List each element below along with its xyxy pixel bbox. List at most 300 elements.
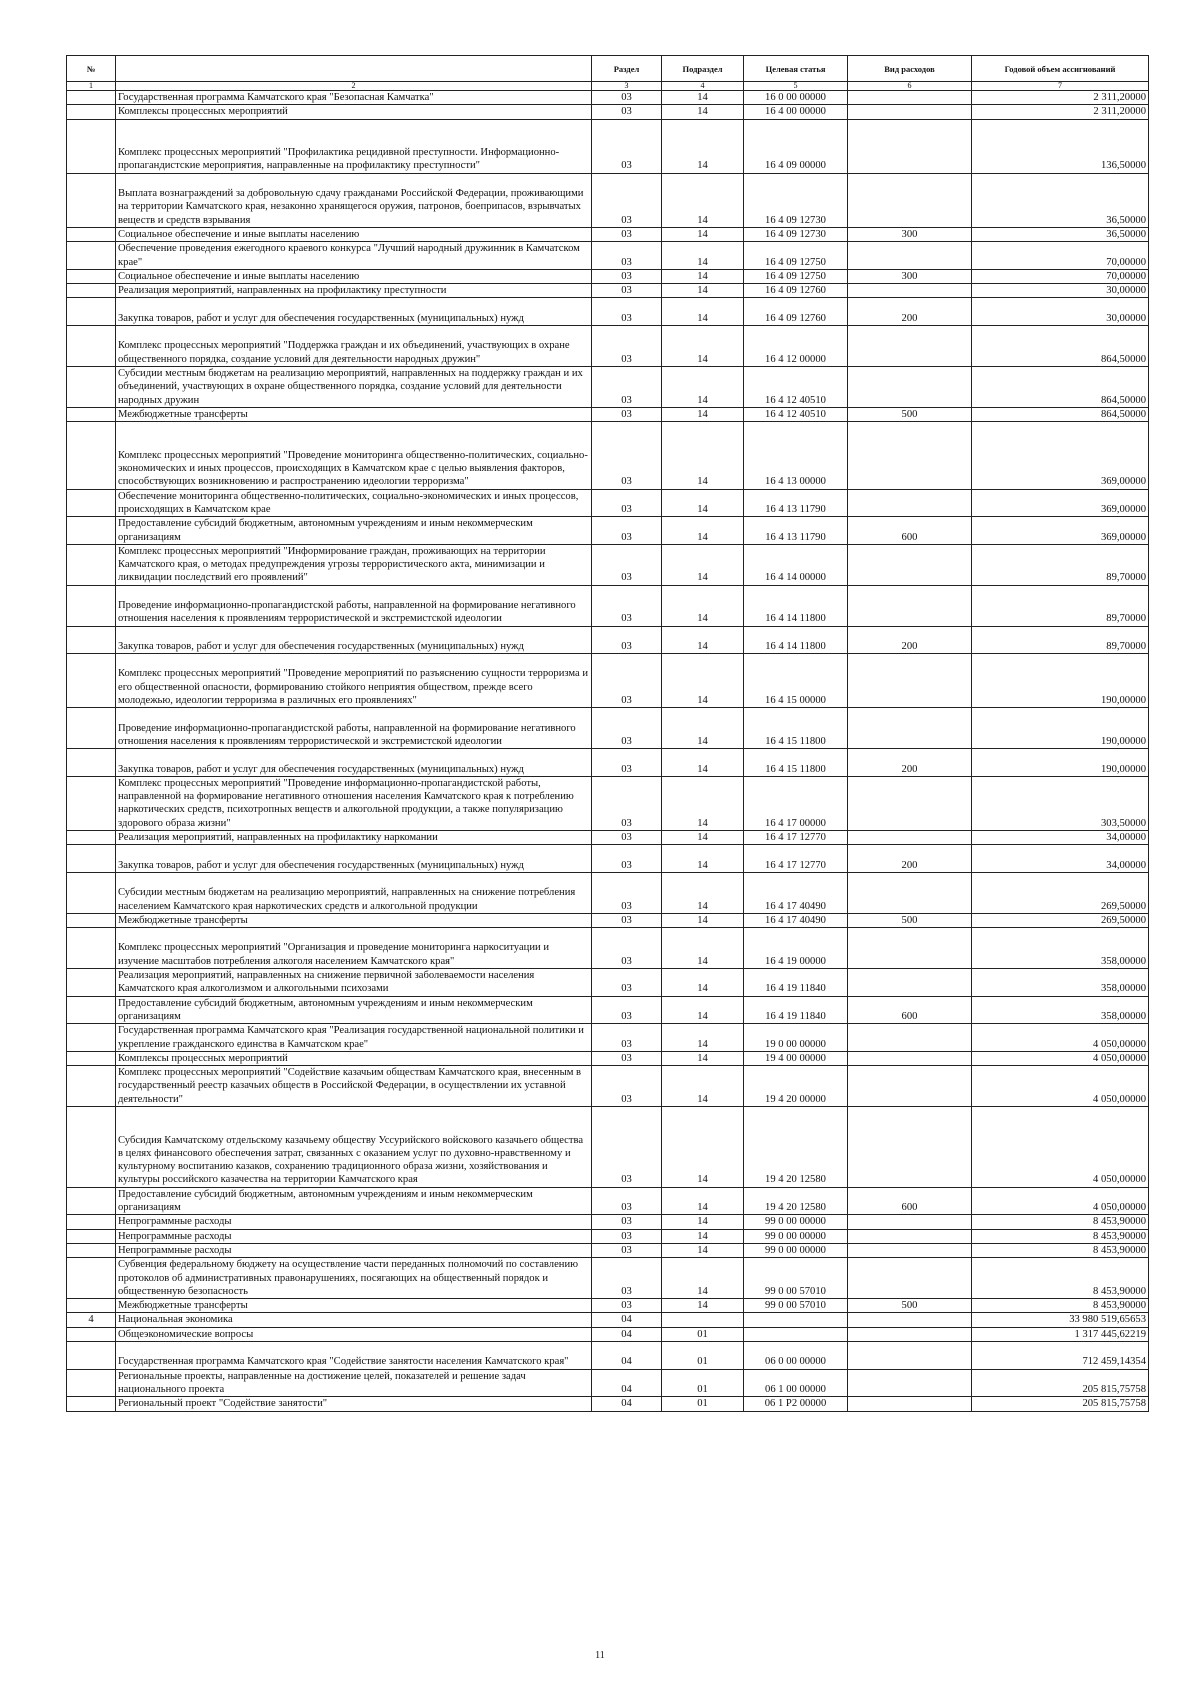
row-number-cell bbox=[67, 1327, 116, 1341]
row-subsection-cell: 14 bbox=[662, 298, 744, 326]
row-target-cell: 16 4 19 00000 bbox=[744, 928, 848, 969]
row-number-cell bbox=[67, 544, 116, 585]
row-name-cell: Комплексы процессных мероприятий bbox=[116, 1051, 592, 1065]
row-section-cell: 04 bbox=[592, 1397, 662, 1411]
row-kind-cell bbox=[848, 708, 972, 749]
row-name-cell: Предоставление субсидий бюджетным, автономным учреждениям и иным некоммерческим организациям bbox=[116, 517, 592, 545]
row-number-cell bbox=[67, 1229, 116, 1243]
col-number-6: 6 bbox=[848, 82, 972, 91]
col-header-subsection: Подраздел bbox=[662, 56, 744, 82]
table-row bbox=[67, 1243, 1149, 1257]
row-kind-cell bbox=[848, 422, 972, 490]
row-target-cell: 06 1 P2 00000 bbox=[744, 1397, 848, 1411]
row-name-cell: Социальное обеспечение и иные выплаты населению bbox=[116, 269, 592, 283]
row-section-cell: 03 bbox=[592, 1258, 662, 1299]
row-name-cell: Субсидии местным бюджетам на реализацию мероприятий, направленных на снижение потребления населением Камчатского края наркотических средств и алкогольной продукции bbox=[116, 872, 592, 913]
col-header-section: Раздел bbox=[592, 56, 662, 82]
row-target-cell: 16 4 13 00000 bbox=[744, 422, 848, 490]
row-section-cell: 03 bbox=[592, 366, 662, 407]
row-name-cell: Комплекс процессных мероприятий "Профилактика рецидивной преступности. Информационно-пропагандистские мероприятия, направленные на профилактику преступности" bbox=[116, 119, 592, 173]
row-kind-cell bbox=[848, 1243, 972, 1257]
row-amount-cell: 136,50000 bbox=[972, 119, 1149, 173]
row-kind-cell: 500 bbox=[848, 1299, 972, 1313]
row-section-cell: 03 bbox=[592, 913, 662, 927]
col-number-1: 1 bbox=[67, 82, 116, 91]
row-name-cell: Региональный проект "Содействие занятости" bbox=[116, 1397, 592, 1411]
table-row bbox=[67, 326, 1149, 367]
row-amount-cell: 864,50000 bbox=[972, 366, 1149, 407]
row-name-cell: Комплекс процессных мероприятий "Поддержка граждан и их объединений, участвующих в охране общественного порядка, создание условий для деятельности народных дружин" bbox=[116, 326, 592, 367]
row-kind-cell bbox=[848, 326, 972, 367]
row-name-cell: Межбюджетные трансферты bbox=[116, 1299, 592, 1313]
row-section-cell: 03 bbox=[592, 1106, 662, 1187]
row-number-cell bbox=[67, 366, 116, 407]
row-name-cell: Комплекс процессных мероприятий "Проведение информационно-пропагандистской работы, направленной на формирование негативного отношения населения Камчатского края к потреблению наркотических средств, психотропных веществ и алкогольной продукции, а также популяризацию здорового образа жизни" bbox=[116, 776, 592, 830]
row-section-cell: 03 bbox=[592, 227, 662, 241]
row-amount-cell: 864,50000 bbox=[972, 407, 1149, 421]
row-name-cell: Предоставление субсидий бюджетным, автономным учреждениям и иным некоммерческим организациям bbox=[116, 996, 592, 1024]
row-kind-cell bbox=[848, 872, 972, 913]
table-row bbox=[67, 284, 1149, 298]
row-section-cell: 03 bbox=[592, 776, 662, 830]
row-target-cell: 16 4 12 00000 bbox=[744, 326, 848, 367]
row-section-cell: 03 bbox=[592, 1229, 662, 1243]
row-target-cell: 16 4 00 00000 bbox=[744, 105, 848, 119]
row-subsection-cell: 14 bbox=[662, 1215, 744, 1229]
row-number-cell bbox=[67, 269, 116, 283]
table-row bbox=[67, 227, 1149, 241]
row-target-cell: 16 4 12 40510 bbox=[744, 407, 848, 421]
row-section-cell: 03 bbox=[592, 173, 662, 227]
row-number-cell bbox=[67, 1243, 116, 1257]
table-row bbox=[67, 1229, 1149, 1243]
row-kind-cell bbox=[848, 119, 972, 173]
row-number-cell bbox=[67, 1187, 116, 1215]
row-kind-cell bbox=[848, 654, 972, 708]
row-kind-cell: 200 bbox=[848, 749, 972, 777]
row-subsection-cell: 14 bbox=[662, 119, 744, 173]
row-kind-cell: 200 bbox=[848, 626, 972, 654]
row-kind-cell bbox=[848, 284, 972, 298]
row-number-cell bbox=[67, 489, 116, 517]
row-target-cell bbox=[744, 1327, 848, 1341]
row-subsection-cell: 14 bbox=[662, 1229, 744, 1243]
row-name-cell: Комплексы процессных мероприятий bbox=[116, 105, 592, 119]
row-section-cell: 03 bbox=[592, 626, 662, 654]
row-target-cell: 06 0 00 00000 bbox=[744, 1342, 848, 1370]
row-target-cell: 16 4 13 11790 bbox=[744, 517, 848, 545]
row-amount-cell: 4 050,00000 bbox=[972, 1187, 1149, 1215]
row-amount-cell: 4 050,00000 bbox=[972, 1051, 1149, 1065]
row-kind-cell: 600 bbox=[848, 996, 972, 1024]
row-name-cell: Субсидии местным бюджетам на реализацию мероприятий, направленных на поддержку граждан и их объединений, участвующих в охране общественного порядка, создание условий для деятельности народных дружин bbox=[116, 366, 592, 407]
row-name-cell: Комплекс процессных мероприятий "Проведение мероприятий по разъяснению сущности терроризма и его общественной опасности, формированию стойкого неприятия обществом, прежде всего молодежью, идеологии терроризма в различных его проявлениях" bbox=[116, 654, 592, 708]
row-section-cell: 04 bbox=[592, 1369, 662, 1397]
row-target-cell: 16 4 09 12730 bbox=[744, 227, 848, 241]
row-section-cell: 03 bbox=[592, 422, 662, 490]
table-row bbox=[67, 872, 1149, 913]
row-section-cell: 03 bbox=[592, 1051, 662, 1065]
row-name-cell: Проведение информационно-пропагандистской работы, направленной на формирование негативного отношения населения к проявлениям террористической и экстремистской идеологии bbox=[116, 585, 592, 626]
row-amount-cell: 205 815,75758 bbox=[972, 1397, 1149, 1411]
row-name-cell: Комплекс процессных мероприятий "Проведение мониторинга общественно-политических, социально-экономических и иных процессов, происходящих в Камчатском крае с целью выявления факторов, способствующих возникновению и распространению идеологии терроризма" bbox=[116, 422, 592, 490]
row-amount-cell: 4 050,00000 bbox=[972, 1024, 1149, 1052]
row-number-cell bbox=[67, 173, 116, 227]
row-target-cell: 06 1 00 00000 bbox=[744, 1369, 848, 1397]
row-number-cell bbox=[67, 105, 116, 119]
row-number-cell bbox=[67, 1066, 116, 1107]
col-header-amount: Годовой объем ассигнований bbox=[972, 56, 1149, 82]
table-row bbox=[67, 119, 1149, 173]
row-number-cell bbox=[67, 585, 116, 626]
row-kind-cell bbox=[848, 173, 972, 227]
page-number: 11 bbox=[595, 1650, 605, 1661]
row-number-cell bbox=[67, 776, 116, 830]
row-number-cell bbox=[67, 119, 116, 173]
row-subsection-cell: 14 bbox=[662, 585, 744, 626]
row-subsection-cell: 14 bbox=[662, 422, 744, 490]
row-name-cell: Обеспечение мониторинга общественно-политических, социально-экономических и иных процессов, происходящих в Камчатском крае bbox=[116, 489, 592, 517]
row-amount-cell: 190,00000 bbox=[972, 654, 1149, 708]
row-target-cell: 16 4 15 11800 bbox=[744, 749, 848, 777]
row-kind-cell bbox=[848, 1051, 972, 1065]
row-kind-cell: 600 bbox=[848, 517, 972, 545]
col-number-2: 2 bbox=[116, 82, 592, 91]
row-target-cell: 16 4 15 00000 bbox=[744, 654, 848, 708]
row-kind-cell bbox=[848, 969, 972, 997]
row-target-cell: 99 0 00 00000 bbox=[744, 1229, 848, 1243]
row-section-cell: 03 bbox=[592, 1215, 662, 1229]
table-row bbox=[67, 298, 1149, 326]
row-section-cell: 03 bbox=[592, 831, 662, 845]
row-name-cell: Обеспечение проведения ежегодного краевого конкурса "Лучший народный дружинник в Камчатском крае" bbox=[116, 242, 592, 270]
row-section-cell: 03 bbox=[592, 749, 662, 777]
header-row bbox=[67, 56, 1149, 82]
row-number-cell bbox=[67, 1369, 116, 1397]
row-subsection-cell: 14 bbox=[662, 407, 744, 421]
row-amount-cell: 70,00000 bbox=[972, 269, 1149, 283]
row-name-cell: Межбюджетные трансферты bbox=[116, 913, 592, 927]
row-amount-cell: 190,00000 bbox=[972, 749, 1149, 777]
row-amount-cell: 712 459,14354 bbox=[972, 1342, 1149, 1370]
row-number-cell bbox=[67, 517, 116, 545]
row-kind-cell bbox=[848, 1106, 972, 1187]
row-number-cell bbox=[67, 749, 116, 777]
table-row bbox=[67, 366, 1149, 407]
row-amount-cell: 34,00000 bbox=[972, 831, 1149, 845]
row-name-cell: Региональные проекты, направленные на достижение целей, показателей и решение задач национального проекта bbox=[116, 1369, 592, 1397]
row-name-cell: Субвенция федеральному бюджету на осуществление части переданных полномочий по составлению протоколов об административных правонарушениях, посягающих на общественный порядок и общественную безопасность bbox=[116, 1258, 592, 1299]
table-row bbox=[67, 996, 1149, 1024]
col-number-3: 3 bbox=[592, 82, 662, 91]
row-target-cell: 16 4 12 40510 bbox=[744, 366, 848, 407]
row-section-cell: 04 bbox=[592, 1327, 662, 1341]
table-row bbox=[67, 1215, 1149, 1229]
row-subsection-cell: 14 bbox=[662, 284, 744, 298]
row-target-cell: 16 4 17 40490 bbox=[744, 872, 848, 913]
row-number-cell bbox=[67, 298, 116, 326]
table-row bbox=[67, 831, 1149, 845]
row-kind-cell bbox=[848, 1369, 972, 1397]
table-row bbox=[67, 1327, 1149, 1341]
table-row bbox=[67, 91, 1149, 105]
row-section-cell: 03 bbox=[592, 1299, 662, 1313]
row-target-cell: 16 4 09 12750 bbox=[744, 269, 848, 283]
table-row bbox=[67, 1187, 1149, 1215]
row-subsection-cell: 14 bbox=[662, 1243, 744, 1257]
row-amount-cell: 30,00000 bbox=[972, 298, 1149, 326]
row-name-cell: Закупка товаров, работ и услуг для обеспечения государственных (муниципальных) нужд bbox=[116, 626, 592, 654]
row-name-cell: Субсидия Камчатскому отдельскому казачьему обществу Уссурийского войскового казачьего общества в целях финансового обеспечения затрат, связанных с оказанием услуг по духовно-нравственному и культурному воспитанию казаков, сохранению традиционного образа жизни, хозяйствования и культуры российского казачества на территории Камчатского края bbox=[116, 1106, 592, 1187]
row-section-cell: 03 bbox=[592, 1066, 662, 1107]
row-target-cell: 16 4 14 11800 bbox=[744, 626, 848, 654]
row-amount-cell: 8 453,90000 bbox=[972, 1243, 1149, 1257]
row-section-cell: 03 bbox=[592, 928, 662, 969]
row-amount-cell: 70,00000 bbox=[972, 242, 1149, 270]
row-name-cell: Непрограммные расходы bbox=[116, 1243, 592, 1257]
row-amount-cell: 34,00000 bbox=[972, 845, 1149, 873]
row-subsection-cell: 14 bbox=[662, 326, 744, 367]
row-subsection-cell: 14 bbox=[662, 227, 744, 241]
row-name-cell: Реализация мероприятий, направленных на профилактику преступности bbox=[116, 284, 592, 298]
row-target-cell: 99 0 00 00000 bbox=[744, 1243, 848, 1257]
row-kind-cell bbox=[848, 1342, 972, 1370]
row-number-cell bbox=[67, 1215, 116, 1229]
row-name-cell: Социальное обеспечение и иные выплаты населению bbox=[116, 227, 592, 241]
row-section-cell: 03 bbox=[592, 845, 662, 873]
row-amount-cell: 30,00000 bbox=[972, 284, 1149, 298]
table-row bbox=[67, 489, 1149, 517]
row-kind-cell bbox=[848, 776, 972, 830]
table-row bbox=[67, 1369, 1149, 1397]
table-row bbox=[67, 1258, 1149, 1299]
table-row bbox=[67, 776, 1149, 830]
row-subsection-cell: 14 bbox=[662, 1187, 744, 1215]
row-kind-cell: 200 bbox=[848, 298, 972, 326]
row-number-cell bbox=[67, 242, 116, 270]
row-target-cell: 99 0 00 57010 bbox=[744, 1258, 848, 1299]
table-row bbox=[67, 654, 1149, 708]
row-amount-cell: 89,70000 bbox=[972, 585, 1149, 626]
row-subsection-cell: 14 bbox=[662, 654, 744, 708]
row-section-cell: 03 bbox=[592, 91, 662, 105]
table-row bbox=[67, 1106, 1149, 1187]
col-header-kind: Вид расходов bbox=[848, 56, 972, 82]
row-name-cell: Комплекс процессных мероприятий "Организация и проведение мониторинга наркоситуации и изучение масштабов потребления алкоголя населением Камчатского края" bbox=[116, 928, 592, 969]
row-kind-cell: 600 bbox=[848, 1187, 972, 1215]
row-kind-cell bbox=[848, 91, 972, 105]
row-target-cell bbox=[744, 1313, 848, 1327]
row-amount-cell: 369,00000 bbox=[972, 517, 1149, 545]
row-number-cell bbox=[67, 913, 116, 927]
row-subsection-cell: 14 bbox=[662, 845, 744, 873]
table-row bbox=[67, 708, 1149, 749]
table-row bbox=[67, 1051, 1149, 1065]
row-number-cell bbox=[67, 708, 116, 749]
row-number-cell bbox=[67, 831, 116, 845]
row-amount-cell: 269,50000 bbox=[972, 913, 1149, 927]
table-row bbox=[67, 105, 1149, 119]
row-subsection-cell: 14 bbox=[662, 969, 744, 997]
row-kind-cell bbox=[848, 1066, 972, 1107]
budget-table-page bbox=[66, 55, 1148, 1412]
row-number-cell bbox=[67, 1299, 116, 1313]
row-subsection-cell: 14 bbox=[662, 105, 744, 119]
row-amount-cell: 358,00000 bbox=[972, 969, 1149, 997]
row-amount-cell: 2 311,20000 bbox=[972, 91, 1149, 105]
row-target-cell: 16 4 09 12760 bbox=[744, 284, 848, 298]
row-target-cell: 19 4 20 12580 bbox=[744, 1187, 848, 1215]
row-name-cell: Предоставление субсидий бюджетным, автономным учреждениям и иным некоммерческим организациям bbox=[116, 1187, 592, 1215]
table-row bbox=[67, 1397, 1149, 1411]
col-header-number: № bbox=[67, 56, 116, 82]
row-kind-cell bbox=[848, 366, 972, 407]
row-number-cell bbox=[67, 227, 116, 241]
row-subsection-cell: 14 bbox=[662, 749, 744, 777]
row-target-cell: 19 4 00 00000 bbox=[744, 1051, 848, 1065]
table-row bbox=[67, 517, 1149, 545]
row-number-cell bbox=[67, 284, 116, 298]
row-kind-cell: 300 bbox=[848, 227, 972, 241]
row-target-cell: 16 4 13 11790 bbox=[744, 489, 848, 517]
row-section-cell: 03 bbox=[592, 242, 662, 270]
row-target-cell: 19 4 20 12580 bbox=[744, 1106, 848, 1187]
row-target-cell: 16 4 19 11840 bbox=[744, 969, 848, 997]
row-section-cell: 03 bbox=[592, 872, 662, 913]
row-name-cell: Комплекс процессных мероприятий "Содействие казачьим обществам Камчатского края, внесенным в государственный реестр казачьих обществ в Российской Федерации, в осуществлении их уставной деятельности" bbox=[116, 1066, 592, 1107]
table-row bbox=[67, 422, 1149, 490]
row-section-cell: 04 bbox=[592, 1313, 662, 1327]
row-kind-cell bbox=[848, 544, 972, 585]
table-row bbox=[67, 749, 1149, 777]
row-name-cell: Закупка товаров, работ и услуг для обеспечения государственных (муниципальных) нужд bbox=[116, 298, 592, 326]
row-section-cell: 03 bbox=[592, 269, 662, 283]
row-number-cell: 4 bbox=[67, 1313, 116, 1327]
table-row bbox=[67, 1342, 1149, 1370]
row-subsection-cell: 14 bbox=[662, 269, 744, 283]
table-row bbox=[67, 1313, 1149, 1327]
row-number-cell bbox=[67, 326, 116, 367]
row-name-cell: Проведение информационно-пропагандистской работы, направленной на формирование негативного отношения населения к проявлениям террористической и экстремистской идеологии bbox=[116, 708, 592, 749]
row-kind-cell: 300 bbox=[848, 269, 972, 283]
row-subsection-cell: 14 bbox=[662, 544, 744, 585]
row-section-cell: 03 bbox=[592, 284, 662, 298]
row-number-cell bbox=[67, 845, 116, 873]
table-row bbox=[67, 626, 1149, 654]
row-section-cell: 03 bbox=[592, 585, 662, 626]
row-section-cell: 03 bbox=[592, 544, 662, 585]
row-amount-cell: 358,00000 bbox=[972, 928, 1149, 969]
row-section-cell: 03 bbox=[592, 105, 662, 119]
row-subsection-cell: 14 bbox=[662, 366, 744, 407]
row-subsection-cell: 14 bbox=[662, 996, 744, 1024]
row-kind-cell bbox=[848, 1397, 972, 1411]
row-target-cell: 16 4 14 11800 bbox=[744, 585, 848, 626]
row-name-cell: Реализация мероприятий, направленных на снижение первичной заболеваемости населения Камчатского края алкоголизмом и алкогольными психозами bbox=[116, 969, 592, 997]
col-number-7: 7 bbox=[972, 82, 1149, 91]
row-target-cell: 16 4 09 00000 bbox=[744, 119, 848, 173]
row-amount-cell: 36,50000 bbox=[972, 173, 1149, 227]
row-section-cell: 03 bbox=[592, 996, 662, 1024]
row-subsection-cell: 14 bbox=[662, 913, 744, 927]
row-number-cell bbox=[67, 422, 116, 490]
row-target-cell: 16 4 17 12770 bbox=[744, 845, 848, 873]
row-target-cell: 99 0 00 57010 bbox=[744, 1299, 848, 1313]
row-amount-cell: 205 815,75758 bbox=[972, 1369, 1149, 1397]
row-section-cell: 03 bbox=[592, 708, 662, 749]
row-section-cell: 04 bbox=[592, 1342, 662, 1370]
row-amount-cell: 8 453,90000 bbox=[972, 1229, 1149, 1243]
row-subsection-cell bbox=[662, 1313, 744, 1327]
row-section-cell: 03 bbox=[592, 1187, 662, 1215]
table-body bbox=[67, 91, 1149, 1412]
row-section-cell: 03 bbox=[592, 489, 662, 517]
row-number-cell bbox=[67, 996, 116, 1024]
table-row bbox=[67, 585, 1149, 626]
row-subsection-cell: 01 bbox=[662, 1327, 744, 1341]
row-subsection-cell: 14 bbox=[662, 1051, 744, 1065]
row-kind-cell: 500 bbox=[848, 913, 972, 927]
row-amount-cell: 269,50000 bbox=[972, 872, 1149, 913]
col-number-5: 5 bbox=[744, 82, 848, 91]
table-row bbox=[67, 269, 1149, 283]
row-subsection-cell: 14 bbox=[662, 1024, 744, 1052]
row-subsection-cell: 14 bbox=[662, 489, 744, 517]
row-section-cell: 03 bbox=[592, 326, 662, 367]
row-name-cell: Государственная программа Камчатского края "Безопасная Камчатка" bbox=[116, 91, 592, 105]
row-amount-cell: 303,50000 bbox=[972, 776, 1149, 830]
row-number-cell bbox=[67, 407, 116, 421]
table-row bbox=[67, 407, 1149, 421]
row-target-cell: 16 4 09 12730 bbox=[744, 173, 848, 227]
row-section-cell: 03 bbox=[592, 1024, 662, 1052]
row-kind-cell bbox=[848, 1229, 972, 1243]
row-kind-cell bbox=[848, 928, 972, 969]
row-amount-cell: 864,50000 bbox=[972, 326, 1149, 367]
row-section-cell: 03 bbox=[592, 1243, 662, 1257]
row-name-cell: Непрограммные расходы bbox=[116, 1215, 592, 1229]
row-kind-cell bbox=[848, 489, 972, 517]
row-amount-cell: 369,00000 bbox=[972, 489, 1149, 517]
row-name-cell: Национальная экономика bbox=[116, 1313, 592, 1327]
row-section-cell: 03 bbox=[592, 298, 662, 326]
col-header-target: Целевая статья bbox=[744, 56, 848, 82]
row-number-cell bbox=[67, 91, 116, 105]
row-amount-cell: 89,70000 bbox=[972, 626, 1149, 654]
table-row bbox=[67, 928, 1149, 969]
row-name-cell: Реализация мероприятий, направленных на профилактику наркомании bbox=[116, 831, 592, 845]
budget-table bbox=[66, 55, 1149, 1412]
row-target-cell: 16 4 17 40490 bbox=[744, 913, 848, 927]
row-target-cell: 16 4 09 12750 bbox=[744, 242, 848, 270]
row-target-cell: 16 4 19 11840 bbox=[744, 996, 848, 1024]
table-row bbox=[67, 913, 1149, 927]
row-subsection-cell: 14 bbox=[662, 928, 744, 969]
row-section-cell: 03 bbox=[592, 517, 662, 545]
row-kind-cell bbox=[848, 1024, 972, 1052]
row-amount-cell: 89,70000 bbox=[972, 544, 1149, 585]
row-kind-cell bbox=[848, 242, 972, 270]
table-row bbox=[67, 969, 1149, 997]
row-name-cell: Закупка товаров, работ и услуг для обеспечения государственных (муниципальных) нужд bbox=[116, 749, 592, 777]
row-subsection-cell: 14 bbox=[662, 776, 744, 830]
row-section-cell: 03 bbox=[592, 407, 662, 421]
row-section-cell: 03 bbox=[592, 119, 662, 173]
row-target-cell: 16 4 17 12770 bbox=[744, 831, 848, 845]
row-amount-cell: 33 980 519,65653 bbox=[972, 1313, 1149, 1327]
row-subsection-cell: 14 bbox=[662, 91, 744, 105]
row-name-cell: Государственная программа Камчатского края "Содействие занятости населения Камчатского края" bbox=[116, 1342, 592, 1370]
